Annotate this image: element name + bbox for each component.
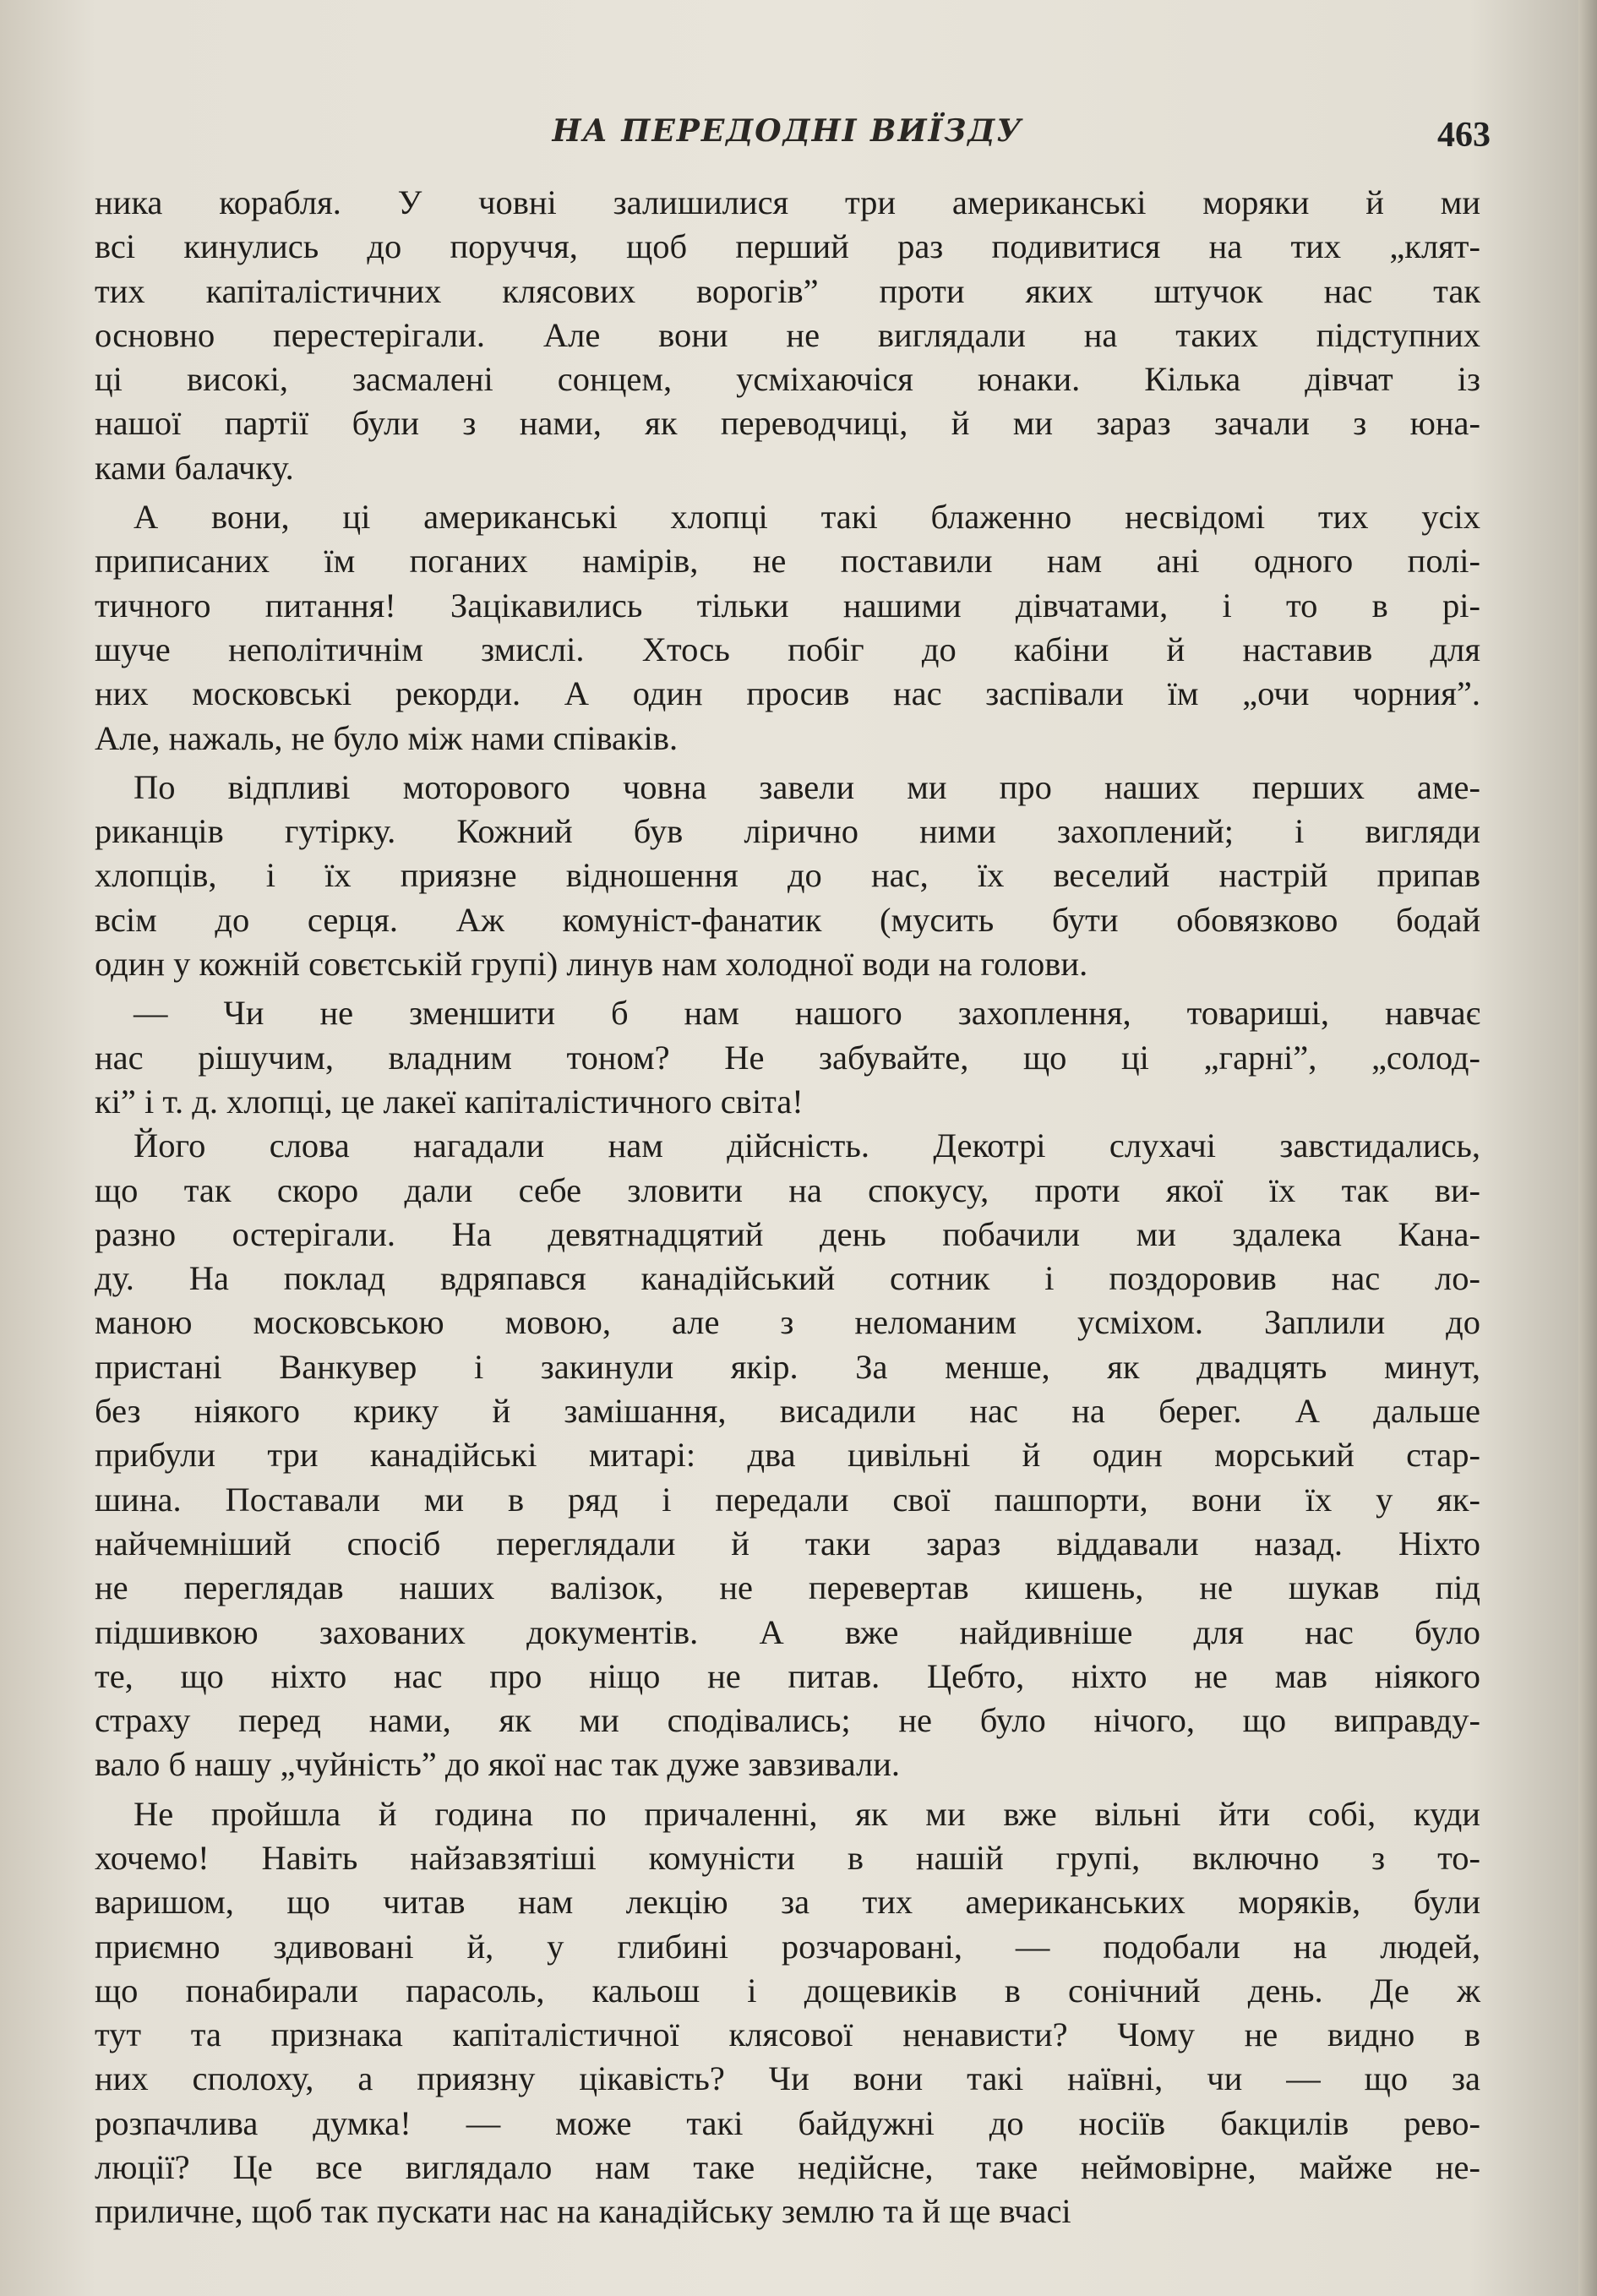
text-line: риканців гутірку. Кожний був лірично ними захоплений; і вигляди: [95, 812, 1480, 851]
text-line: без ніякого крику й замішання, висадили нас на берег. А дальше: [95, 1392, 1480, 1431]
text-line: — Чи не зменшити б нам нашого захоплення, товариші, навчає: [134, 994, 1480, 1033]
text-line: підшивкою захованих документів. А вже найдивніше для нас було: [95, 1612, 1480, 1651]
text-line: них московські рекорди. А один просив нас заспівали їм „очи чорния”.: [95, 674, 1480, 713]
text-line: нашої партії були з нами, як переводчиці, й ми зараз зачали з юна-: [95, 404, 1480, 443]
text-line: Не пройшла й година по причаленні, як ми вже вільні йти собі, куди: [134, 1794, 1480, 1833]
paragraph: [95, 181, 1480, 490]
text-line: нас рішучим, владним тоном? Не забувайте, що ці „гарні”, „солод-: [95, 1038, 1480, 1077]
text-line: шуче неполітичнім змислі. Хтось побіг до кабіни й наставив для: [95, 630, 1480, 668]
paragraph: [95, 1792, 1480, 2234]
text-line: приписаних їм поганих намірів, не поставили нам ані одного полі-: [95, 542, 1480, 581]
text-line: ду. На поклад вдряпався канадійський сотник і поздоровив нас ло-: [95, 1259, 1480, 1298]
text-line: них сполоху, а приязну цікавість? Чи вони такі наївні, чи — що за: [95, 2059, 1480, 2098]
text-line: ника корабля. У човні залишилися три американські моряки й ми: [95, 183, 1480, 221]
text-line: приємно здивовані й, у глибині розчаровані, — подобали на людей,: [95, 1927, 1480, 1966]
text-line: страху перед нами, як ми сподівались; не було нічого, що виправду-: [95, 1701, 1480, 1740]
text-line: тих капіталістичних клясових ворогів” проти яких штучок нас так: [95, 271, 1480, 310]
text-line: що так скоро дали себе зловити на спокусу, проти якої їх так ви-: [95, 1170, 1480, 1209]
text-line: По відпливі моторового човна завели ми про наших перших аме-: [134, 767, 1480, 806]
text-line: приличне, щоб так пускати нас на канадійську землю та й ще вчасі: [95, 2192, 1071, 2231]
paragraph: [95, 991, 1480, 1124]
text-line: розпачлива думка! — може такі байдужні до носіїв бакцилів рево-: [95, 2103, 1480, 2142]
text-line: хочемо! Навіть найзавзятіші комуністи в нашій групі, включно з то-: [95, 1838, 1480, 1877]
text-line: кі” і т. д. хлопці, це лакеї капіталістичного світа!: [95, 1082, 804, 1121]
text-line: хлопців, і їх приязне відношення до нас, їх веселий настрій припав: [95, 856, 1480, 895]
text-line: варишом, що читав нам лекцію за тих американських моряків, були: [95, 1883, 1480, 1922]
text-line: вало б нашу „чуйність” до якої нас так дуже завзивали.: [95, 1745, 901, 1784]
text-line: основно перестерігали. Але вони не виглядали на таких підступних: [95, 315, 1480, 354]
text-line: прибули три канадійські митарі: два цивільні й один морський стар-: [95, 1436, 1480, 1475]
text-line: ці високі, засмалені сонцем, усміхаючіся юнаки. Кілька дівчат із: [95, 360, 1480, 399]
page-body-text: [95, 181, 1480, 2231]
text-line: А вони, ці американські хлопці такі блаженно несвідомі тих усіх: [134, 498, 1480, 537]
text-line: те, що ніхто нас про ніщо не питав. Цебто, ніхто не мав ніякого: [95, 1656, 1480, 1695]
text-line: Але, нажаль, не було між нами співаків.: [95, 718, 679, 757]
page-number: 463: [1437, 116, 1491, 155]
text-line: один у кожній совєтській групі) линув нам холодної води на голови.: [95, 945, 1088, 984]
text-line: всі кинулись до поруччя, щоб перший раз подивитися на тих „клят-: [95, 227, 1480, 266]
text-line: маною московською мовою, але з неломаним усміхом. Заплили до: [95, 1303, 1480, 1342]
text-line: люції? Це все виглядало нам таке недійсне, таке неймовірне, майже не-: [95, 2148, 1480, 2187]
text-line: разно остерігали. На девятнадцятий день побачили ми здалека Кана-: [95, 1214, 1480, 1253]
paragraph: [95, 766, 1480, 986]
text-line: найчемніший спосіб переглядали й таки зараз віддавали назад. Ніхто: [95, 1524, 1480, 1562]
text-line: Його слова нагадали нам дійсність. Декотрі слухачі завстидались,: [134, 1126, 1480, 1165]
paragraph: [95, 495, 1480, 761]
page-binding-shadow: [1578, 0, 1597, 2296]
page-header: [95, 106, 1491, 174]
text-line: пристані Ванкувер і закинули якір. За менше, як двадцять минут,: [95, 1347, 1480, 1386]
text-line: тут та признака капіталістичної клясової ненависти? Чому не видно в: [95, 2015, 1480, 2054]
text-line: не переглядав наших валізок, не перевертав кишень, не шукав під: [95, 1568, 1480, 1607]
text-line: тичного питання! Зацікавились тільки нашими дівчатами, і то в рі-: [95, 586, 1480, 624]
paragraph: [95, 1124, 1480, 1786]
text-line: шина. Поставали ми в ряд і передали свої пашпорти, вони їх у як-: [95, 1480, 1480, 1519]
text-line: ками балачку.: [95, 448, 294, 487]
text-line: що понабирали парасоль, кальош і дощевиків в сонічний день. Де ж: [95, 1971, 1480, 2010]
running-head: НА ПЕРЕДОДНІ ВИЇЗДУ: [552, 113, 1023, 149]
text-line: всім до серця. Аж комуніст-фанатик (мусить бути обовязково бодай: [95, 900, 1480, 939]
